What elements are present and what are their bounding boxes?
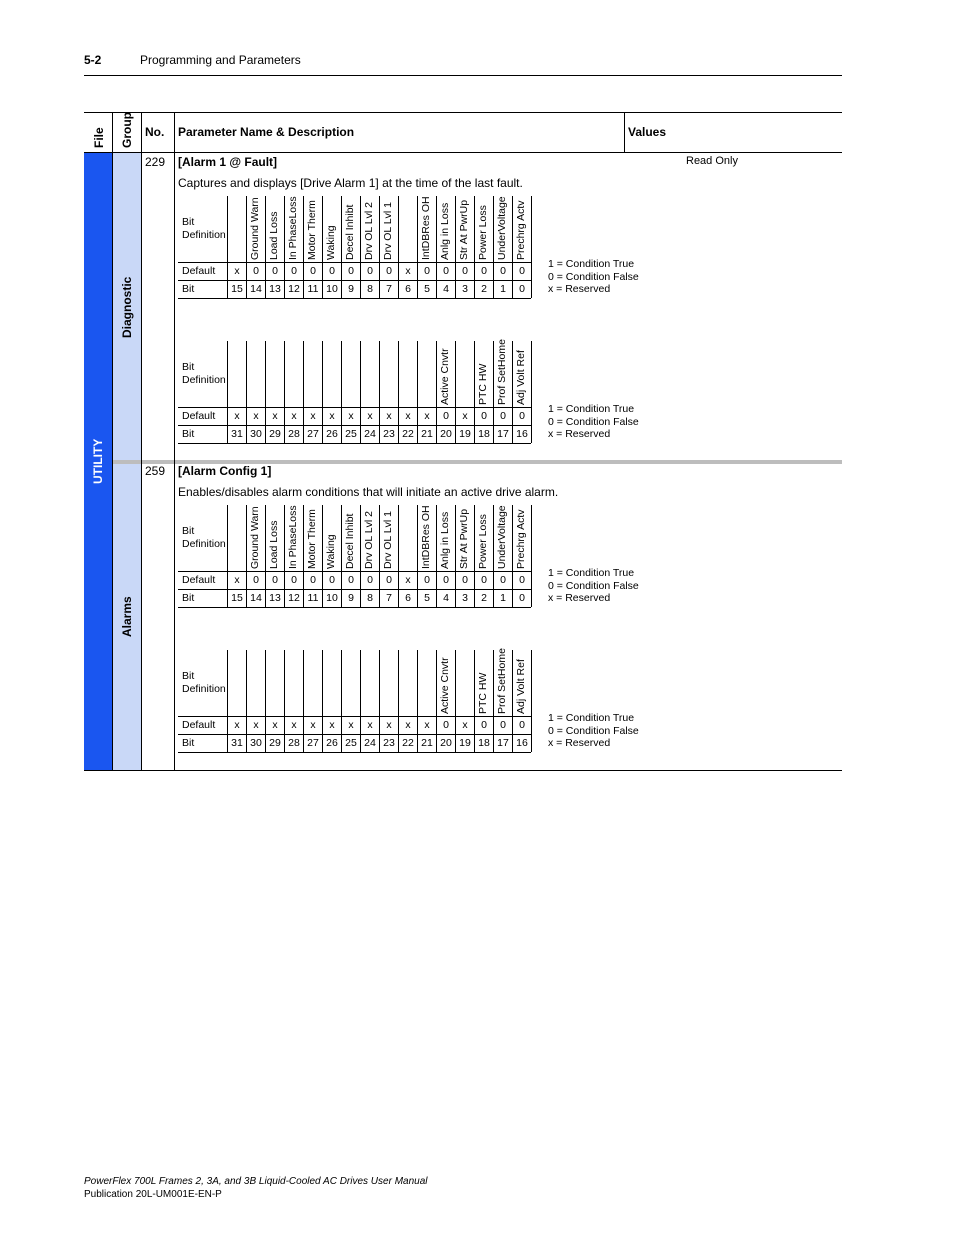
default-value: x bbox=[253, 719, 259, 731]
bit-number: 1 bbox=[500, 592, 506, 604]
default-value: 0 bbox=[367, 265, 373, 277]
default-value: 0 bbox=[329, 265, 335, 277]
bit-row-label: Bit bbox=[182, 737, 195, 749]
default-value: 0 bbox=[519, 410, 525, 422]
default-value: x bbox=[234, 719, 240, 731]
default-value: 0 bbox=[462, 574, 468, 586]
default-value: x bbox=[234, 265, 240, 277]
default-value: x bbox=[405, 719, 411, 731]
bit-number: 12 bbox=[288, 283, 300, 295]
bit-definition-label: Bit Definition bbox=[182, 361, 226, 386]
bit-definition: Decel Inhibt bbox=[344, 513, 356, 569]
bit-definition: Anlg in Loss bbox=[439, 202, 451, 260]
bit-number: 5 bbox=[424, 283, 430, 295]
bit-number: 24 bbox=[364, 428, 376, 440]
default-value: 0 bbox=[481, 410, 487, 422]
default-value: 0 bbox=[500, 719, 506, 731]
col-rule bbox=[531, 196, 532, 298]
bit-number: 24 bbox=[364, 737, 376, 749]
bit-legend bbox=[548, 258, 639, 296]
bit-number: 14 bbox=[250, 592, 262, 604]
default-value: x bbox=[405, 410, 411, 422]
bit-number: 23 bbox=[383, 428, 395, 440]
bit-table-high bbox=[178, 341, 531, 445]
bit-row-label: Bit bbox=[182, 428, 195, 440]
bit-definition: Ground Warn bbox=[249, 506, 261, 569]
param-name: [Alarm 1 @ Fault] bbox=[178, 155, 278, 169]
row-rule bbox=[178, 262, 531, 263]
bit-number: 11 bbox=[307, 283, 319, 295]
bit-legend bbox=[548, 567, 639, 605]
bit-number: 19 bbox=[459, 428, 471, 440]
row-rule bbox=[178, 443, 531, 444]
bit-legend bbox=[548, 712, 639, 750]
bit-number: 14 bbox=[250, 283, 262, 295]
default-value: x bbox=[310, 719, 316, 731]
bit-number: 0 bbox=[519, 592, 525, 604]
bit-number: 15 bbox=[231, 283, 243, 295]
param-number: 229 bbox=[145, 155, 166, 169]
param-values: Read Only bbox=[686, 155, 738, 167]
bit-definition: Load Loss bbox=[268, 211, 280, 260]
default-value: x bbox=[386, 719, 392, 731]
bit-definition: Load Loss bbox=[268, 520, 280, 569]
default-value: 0 bbox=[500, 265, 506, 277]
legend-item: 0 = Condition False bbox=[548, 415, 639, 428]
default-value: x bbox=[272, 719, 278, 731]
bit-number: 7 bbox=[386, 592, 392, 604]
default-row-label: Default bbox=[182, 410, 216, 422]
bit-number: 16 bbox=[516, 737, 528, 749]
bit-table-low bbox=[178, 505, 531, 609]
col-header-no: No. bbox=[145, 125, 165, 139]
default-value: 0 bbox=[272, 574, 278, 586]
default-value: 0 bbox=[253, 574, 259, 586]
default-value: 0 bbox=[367, 574, 373, 586]
legend-item: 1 = Condition True bbox=[548, 258, 635, 270]
bit-definition: Adj Volt Ref bbox=[515, 350, 527, 405]
bit-definition: Active Cnvtr bbox=[439, 348, 451, 405]
bit-definition: Ground Warn bbox=[249, 197, 261, 260]
legend-item: 0 = Condition False bbox=[548, 270, 639, 283]
bit-number: 25 bbox=[345, 737, 357, 749]
row-rule bbox=[178, 425, 531, 426]
col-divider-values bbox=[624, 112, 625, 153]
row-rule bbox=[178, 734, 531, 735]
bit-definition: Waking bbox=[325, 534, 337, 569]
bit-number: 21 bbox=[421, 737, 433, 749]
default-value: x bbox=[367, 719, 373, 731]
legend-item: 1 = Condition True bbox=[548, 403, 635, 415]
default-value: 0 bbox=[386, 574, 392, 586]
manual-title: PowerFlex 700L Frames 2, 3A, and 3B Liquid-Cooled AC Drives User Manual bbox=[84, 1176, 428, 1187]
col-divider-file bbox=[112, 112, 113, 771]
default-value: x bbox=[329, 410, 335, 422]
bit-definition: UnderVoltage bbox=[496, 505, 508, 569]
default-value: x bbox=[348, 719, 354, 731]
default-value: x bbox=[291, 410, 297, 422]
bit-definition: Drv OL Lvl 2 bbox=[363, 511, 375, 569]
bit-number: 20 bbox=[440, 737, 452, 749]
bit-definition-label: Bit Definition bbox=[182, 525, 226, 550]
row-rule bbox=[178, 407, 531, 408]
bit-number: 10 bbox=[326, 592, 338, 604]
bit-table-high bbox=[178, 650, 531, 754]
bit-number: 2 bbox=[481, 283, 487, 295]
col-header-group: Group bbox=[120, 112, 134, 148]
bit-number: 8 bbox=[367, 283, 373, 295]
bit-definition: Power Loss bbox=[477, 205, 489, 260]
default-value: x bbox=[405, 574, 411, 586]
bit-number: 26 bbox=[326, 428, 338, 440]
bit-number: 9 bbox=[348, 592, 354, 604]
default-value: 0 bbox=[310, 574, 316, 586]
row-rule bbox=[178, 571, 531, 572]
default-value: x bbox=[348, 410, 354, 422]
legend-item: x = Reserved bbox=[548, 428, 611, 440]
default-value: x bbox=[291, 719, 297, 731]
default-value: x bbox=[405, 265, 411, 277]
bit-number: 29 bbox=[269, 737, 281, 749]
col-divider-no bbox=[174, 112, 175, 771]
default-value: 0 bbox=[291, 574, 297, 586]
default-value: 0 bbox=[386, 265, 392, 277]
bit-number: 25 bbox=[345, 428, 357, 440]
bit-number: 16 bbox=[516, 428, 528, 440]
legend-item: 0 = Condition False bbox=[548, 724, 639, 737]
default-row-label: Default bbox=[182, 574, 216, 586]
default-value: 0 bbox=[348, 265, 354, 277]
param-description: Captures and displays [Drive Alarm 1] at the time of the last fault. bbox=[178, 176, 523, 190]
default-value: 0 bbox=[500, 574, 506, 586]
default-value: 0 bbox=[348, 574, 354, 586]
bit-definition: PTC HW bbox=[477, 672, 489, 714]
bit-number: 11 bbox=[307, 592, 319, 604]
default-value: 0 bbox=[462, 265, 468, 277]
bit-definition: Prechrg Actv bbox=[515, 509, 527, 569]
bit-definition: Prechrg Actv bbox=[515, 200, 527, 260]
file-label: UTILITY bbox=[91, 438, 105, 484]
bit-definition: Motor Therm bbox=[306, 509, 318, 569]
bit-number: 15 bbox=[231, 592, 243, 604]
bit-number: 12 bbox=[288, 592, 300, 604]
page-number: 5-2 bbox=[84, 53, 102, 67]
bit-definition: Str At PwrUp bbox=[458, 199, 470, 260]
default-value: 0 bbox=[253, 265, 259, 277]
default-value: 0 bbox=[481, 265, 487, 277]
bit-definition: IntDBRes OH bbox=[420, 505, 432, 569]
bit-row-label: Bit bbox=[182, 283, 195, 295]
legend-item: 0 = Condition False bbox=[548, 579, 639, 592]
row-rule bbox=[178, 607, 531, 608]
bit-number: 28 bbox=[288, 737, 300, 749]
default-value: x bbox=[386, 410, 392, 422]
default-value: x bbox=[310, 410, 316, 422]
default-value: x bbox=[234, 410, 240, 422]
bit-definition: In PhaseLoss bbox=[287, 505, 299, 569]
param-description: Enables/disables alarm conditions that will initiate an active drive alarm. bbox=[178, 485, 559, 499]
bit-number: 22 bbox=[402, 428, 414, 440]
legend-item: x = Reserved bbox=[548, 592, 611, 604]
default-value: x bbox=[367, 410, 373, 422]
bit-number: 18 bbox=[478, 428, 490, 440]
bit-definition: Drv OL Lvl 1 bbox=[382, 511, 394, 569]
bit-definition: Adj Volt Ref bbox=[515, 659, 527, 714]
default-value: 0 bbox=[443, 410, 449, 422]
col-rule bbox=[531, 505, 532, 607]
param-name: [Alarm Config 1] bbox=[178, 464, 272, 478]
bit-number: 31 bbox=[231, 737, 243, 749]
row-rule bbox=[178, 589, 531, 590]
bit-number: 8 bbox=[367, 592, 373, 604]
bit-definition: PTC HW bbox=[477, 363, 489, 405]
bit-legend bbox=[548, 403, 639, 441]
bit-definition: Prof SetHome bbox=[496, 339, 508, 405]
default-value: 0 bbox=[519, 719, 525, 731]
table-header-rule bbox=[84, 152, 842, 153]
bit-number: 9 bbox=[348, 283, 354, 295]
bit-definition: Motor Therm bbox=[306, 200, 318, 260]
bit-number: 0 bbox=[519, 283, 525, 295]
bit-number: 20 bbox=[440, 428, 452, 440]
col-divider-group bbox=[141, 112, 142, 771]
default-value: 0 bbox=[519, 265, 525, 277]
default-value: 0 bbox=[424, 574, 430, 586]
bit-number: 30 bbox=[250, 428, 262, 440]
bit-number: 27 bbox=[307, 428, 319, 440]
legend-item: 1 = Condition True bbox=[548, 712, 635, 724]
bit-table-low bbox=[178, 196, 531, 300]
bit-number: 30 bbox=[250, 737, 262, 749]
bit-number: 31 bbox=[231, 428, 243, 440]
bit-number: 21 bbox=[421, 428, 433, 440]
bit-number: 13 bbox=[269, 592, 281, 604]
bit-definition: Prof SetHome bbox=[496, 648, 508, 714]
default-value: 0 bbox=[481, 574, 487, 586]
bit-number: 17 bbox=[497, 428, 509, 440]
bit-row-label: Bit bbox=[182, 592, 195, 604]
bit-definition: Drv OL Lvl 2 bbox=[363, 202, 375, 260]
bit-definition: Power Loss bbox=[477, 514, 489, 569]
default-value: x bbox=[272, 410, 278, 422]
default-value: x bbox=[462, 410, 468, 422]
default-value: 0 bbox=[519, 574, 525, 586]
legend-item: x = Reserved bbox=[548, 283, 611, 295]
bit-definition: Anlg in Loss bbox=[439, 511, 451, 569]
default-value: x bbox=[234, 574, 240, 586]
default-value: 0 bbox=[443, 574, 449, 586]
default-value: 0 bbox=[291, 265, 297, 277]
bit-definition-label: Bit Definition bbox=[182, 670, 226, 695]
bit-number: 6 bbox=[405, 283, 411, 295]
default-value: x bbox=[253, 410, 259, 422]
legend-item: 1 = Condition True bbox=[548, 567, 635, 579]
bit-number: 23 bbox=[383, 737, 395, 749]
bit-number: 28 bbox=[288, 428, 300, 440]
default-value: 0 bbox=[481, 719, 487, 731]
bit-number: 22 bbox=[402, 737, 414, 749]
bit-number: 29 bbox=[269, 428, 281, 440]
bit-definition: Drv OL Lvl 1 bbox=[382, 202, 394, 260]
default-value: 0 bbox=[443, 719, 449, 731]
bit-definition: Waking bbox=[325, 225, 337, 260]
bit-number: 2 bbox=[481, 592, 487, 604]
bit-number: 4 bbox=[443, 592, 449, 604]
bit-definition: Active Cnvtr bbox=[439, 657, 451, 714]
default-value: x bbox=[424, 719, 430, 731]
default-value: x bbox=[424, 410, 430, 422]
param-number: 259 bbox=[145, 464, 166, 478]
row-rule bbox=[178, 298, 531, 299]
col-rule bbox=[531, 341, 532, 443]
default-row-label: Default bbox=[182, 719, 216, 731]
bit-number: 10 bbox=[326, 283, 338, 295]
header-rule bbox=[84, 75, 842, 76]
bit-number: 4 bbox=[443, 283, 449, 295]
bit-definition: IntDBRes OH bbox=[420, 196, 432, 260]
bit-definition: In PhaseLoss bbox=[287, 196, 299, 260]
default-row-label: Default bbox=[182, 265, 216, 277]
bit-number: 13 bbox=[269, 283, 281, 295]
group-label-diagnostic: Diagnostic bbox=[120, 276, 134, 338]
bit-definition-label: Bit Definition bbox=[182, 216, 226, 241]
group-label-alarms: Alarms bbox=[120, 596, 134, 637]
bit-definition: Decel Inhibt bbox=[344, 204, 356, 260]
bit-number: 18 bbox=[478, 737, 490, 749]
col-header-file: File bbox=[92, 127, 106, 148]
section-title: Programming and Parameters bbox=[140, 53, 301, 67]
default-value: x bbox=[462, 719, 468, 731]
table-bottom-rule bbox=[84, 770, 842, 771]
bit-definition: Str At PwrUp bbox=[458, 508, 470, 569]
default-value: 0 bbox=[329, 574, 335, 586]
col-header-name: Parameter Name & Description bbox=[178, 125, 355, 139]
col-rule bbox=[531, 650, 532, 752]
default-value: 0 bbox=[500, 410, 506, 422]
default-value: 0 bbox=[310, 265, 316, 277]
bit-number: 3 bbox=[462, 283, 468, 295]
bit-number: 26 bbox=[326, 737, 338, 749]
row-rule bbox=[178, 716, 531, 717]
default-value: 0 bbox=[424, 265, 430, 277]
bit-number: 6 bbox=[405, 592, 411, 604]
bit-definition: UnderVoltage bbox=[496, 196, 508, 260]
publication-number: Publication 20L-UM001E-EN-P bbox=[84, 1189, 222, 1200]
default-value: 0 bbox=[443, 265, 449, 277]
bit-number: 1 bbox=[500, 283, 506, 295]
bit-number: 27 bbox=[307, 737, 319, 749]
default-value: x bbox=[329, 719, 335, 731]
legend-item: x = Reserved bbox=[548, 737, 611, 749]
col-header-values: Values bbox=[628, 125, 667, 139]
bit-number: 19 bbox=[459, 737, 471, 749]
table-top-rule bbox=[84, 112, 842, 113]
default-value: 0 bbox=[272, 265, 278, 277]
bit-number: 3 bbox=[462, 592, 468, 604]
bit-number: 5 bbox=[424, 592, 430, 604]
row-rule bbox=[178, 752, 531, 753]
bit-number: 17 bbox=[497, 737, 509, 749]
bit-number: 7 bbox=[386, 283, 392, 295]
row-rule bbox=[178, 280, 531, 281]
